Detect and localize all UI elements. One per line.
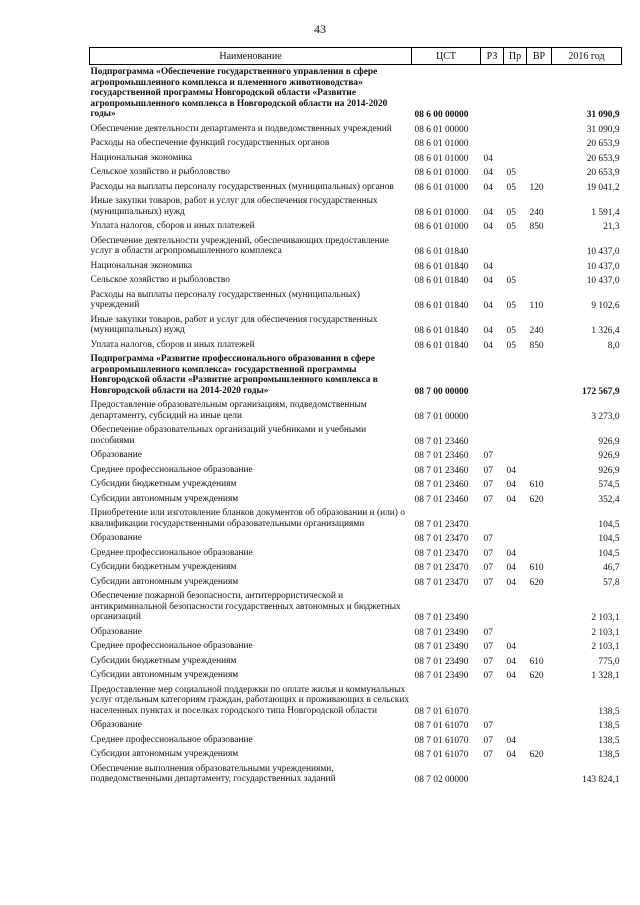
row-name: Субсидии автономным учреждениям bbox=[90, 749, 239, 759]
row-pr: 04 bbox=[506, 671, 516, 681]
row-rz: 07 bbox=[483, 534, 493, 544]
table-row bbox=[90, 492, 622, 507]
row-pr: 04 bbox=[506, 465, 516, 476]
row-name: Подпрограмма «Обеспечение государственного управления в сфере агропромышленного комплекса и племенного животноводства» государственной программы Новгородской области «Развитие агропромышленного комплекса в Новгородской области на 2014-2020 годы» bbox=[90, 67, 388, 119]
row-pr: 05 bbox=[506, 222, 516, 232]
row-vr: 240 bbox=[529, 207, 544, 218]
row-rz bbox=[481, 683, 504, 719]
row-cst: 08 7 01 23470 bbox=[414, 519, 469, 530]
row-pr bbox=[504, 423, 527, 448]
header-name: Наименование bbox=[90, 48, 412, 65]
row-vr bbox=[527, 639, 552, 654]
row-sum: 20 653,9 bbox=[586, 153, 620, 164]
row-sum: 21,3 bbox=[603, 222, 620, 232]
row-sum: 10 437,0 bbox=[586, 261, 620, 272]
row-pr: 04 bbox=[506, 656, 516, 667]
row-sum: 926,9 bbox=[598, 451, 620, 461]
table-row bbox=[90, 136, 622, 151]
row-pr: 04 bbox=[506, 494, 516, 505]
row-cst: 08 7 01 23470 bbox=[414, 534, 469, 544]
row-rz: 04 bbox=[483, 182, 493, 193]
row-sum: 19 041,2 bbox=[586, 182, 620, 193]
row-name: Обеспечение образовательных организаций учебниками и учебными пособиями bbox=[90, 425, 367, 446]
row-pr: 05 bbox=[506, 301, 516, 311]
row-pr bbox=[504, 259, 527, 274]
row-vr bbox=[527, 398, 552, 423]
row-vr bbox=[527, 762, 552, 787]
row-vr bbox=[527, 151, 552, 166]
table-row bbox=[90, 165, 622, 180]
row-cst: 08 6 01 01840 bbox=[414, 261, 469, 272]
row-rz bbox=[481, 122, 504, 137]
row-name: Расходы на обеспечение функций государственных органов bbox=[90, 138, 330, 148]
row-cst: 08 7 01 23490 bbox=[414, 627, 469, 638]
row-rz: 07 bbox=[483, 750, 493, 760]
table-row bbox=[90, 718, 622, 733]
table-row bbox=[90, 546, 622, 561]
row-rz: 07 bbox=[483, 671, 493, 681]
row-cst: 08 6 01 01840 bbox=[414, 340, 469, 351]
row-rz bbox=[481, 423, 504, 448]
row-rz: 07 bbox=[483, 494, 493, 505]
row-vr bbox=[527, 352, 552, 398]
row-name: Национальная экономика bbox=[90, 260, 193, 271]
row-vr bbox=[527, 136, 552, 151]
row-sum: 3 273,0 bbox=[591, 411, 620, 422]
row-sum: 926,9 bbox=[598, 465, 620, 476]
row-vr: 110 bbox=[529, 301, 544, 311]
row-vr bbox=[527, 463, 552, 478]
row-sum: 10 437,0 bbox=[586, 247, 620, 257]
row-name: Среднее профессиональное образование bbox=[90, 547, 253, 558]
row-rz: 07 bbox=[483, 480, 493, 490]
header-year: 2016 год bbox=[552, 48, 622, 65]
header-cst: ЦСТ bbox=[412, 48, 481, 65]
row-rz bbox=[481, 65, 504, 122]
table-row bbox=[90, 668, 622, 683]
row-pr bbox=[504, 234, 527, 259]
row-rz bbox=[481, 762, 504, 787]
row-vr: 850 bbox=[529, 340, 544, 351]
row-name: Субсидии бюджетным учреждениям bbox=[90, 479, 237, 489]
row-name: Субсидии бюджетным учреждениям bbox=[90, 562, 237, 572]
table-row bbox=[90, 122, 622, 137]
row-vr: 620 bbox=[529, 577, 544, 588]
row-cst: 08 7 01 23460 bbox=[414, 451, 469, 461]
row-cst: 08 7 01 61070 bbox=[414, 706, 469, 717]
row-cst: 08 7 02 00000 bbox=[414, 775, 469, 785]
row-name: Образование bbox=[90, 450, 142, 460]
row-sum: 31 090,9 bbox=[586, 110, 620, 120]
row-pr: 04 bbox=[506, 642, 516, 652]
row-cst: 08 7 00 00000 bbox=[414, 386, 469, 397]
row-name: Расходы на выплаты персоналу государственных (муниципальных) учреждений bbox=[90, 289, 360, 310]
row-vr bbox=[527, 448, 552, 463]
row-sum: 352,4 bbox=[598, 494, 620, 505]
row-pr: 04 bbox=[506, 735, 516, 746]
row-vr bbox=[527, 683, 552, 719]
row-cst: 08 7 01 23490 bbox=[414, 613, 469, 623]
row-rz bbox=[481, 136, 504, 151]
row-rz: 07 bbox=[483, 548, 493, 559]
table-row bbox=[90, 531, 622, 546]
row-name: Подпрограмма «Развитие профессионального образования в сфере агропромышленного комплекса» государственной программы Новгородской области «Развитие агропромышленного комплекса в Новгородской области на 2014-2020 годы» bbox=[90, 354, 378, 396]
row-rz: 07 bbox=[483, 642, 493, 652]
row-sum: 138,5 bbox=[598, 735, 620, 746]
table-row bbox=[90, 273, 622, 288]
row-rz: 07 bbox=[483, 577, 493, 588]
row-name: Обеспечение пожарной безопасности, антитеррористической и антикриминальной безопасности государственных автономных и бюджетных организаций bbox=[90, 591, 401, 622]
table-row bbox=[90, 560, 622, 575]
table-row bbox=[90, 398, 622, 423]
row-name: Субсидии автономным учреждениям bbox=[90, 670, 239, 680]
row-vr bbox=[527, 589, 552, 625]
row-rz bbox=[481, 398, 504, 423]
row-vr bbox=[527, 65, 552, 122]
row-name: Уплата налогов, сборов и иных платежей bbox=[90, 221, 255, 231]
row-vr bbox=[527, 546, 552, 561]
row-vr bbox=[527, 531, 552, 546]
row-vr bbox=[527, 259, 552, 274]
row-rz: 07 bbox=[483, 465, 493, 476]
row-name: Образование bbox=[90, 626, 142, 637]
table-row bbox=[90, 575, 622, 590]
row-sum: 574,5 bbox=[598, 480, 620, 490]
table-row bbox=[90, 463, 622, 478]
table-row bbox=[90, 259, 622, 274]
row-pr: 05 bbox=[506, 207, 516, 218]
row-vr: 620 bbox=[529, 494, 544, 505]
row-rz: 04 bbox=[483, 276, 493, 286]
row-rz: 04 bbox=[483, 153, 493, 164]
row-name: Сельское хозяйство и рыболовство bbox=[90, 275, 230, 285]
row-cst: 08 6 01 01000 bbox=[414, 222, 469, 232]
row-vr: 620 bbox=[529, 750, 544, 760]
row-rz: 07 bbox=[483, 451, 493, 461]
row-cst: 08 6 01 01840 bbox=[414, 247, 469, 257]
row-name: Образование bbox=[90, 533, 142, 543]
row-name: Расходы на выплаты персоналу государственных (муниципальных) органов bbox=[90, 181, 394, 192]
row-sum: 104,5 bbox=[598, 519, 620, 530]
row-cst: 08 6 01 00000 bbox=[414, 124, 469, 135]
row-vr bbox=[527, 122, 552, 137]
row-pr: 05 bbox=[506, 182, 516, 193]
row-name: Среднее профессиональное образование bbox=[90, 734, 253, 745]
table-row bbox=[90, 506, 622, 531]
row-sum: 1 326,4 bbox=[591, 326, 620, 336]
row-vr: 610 bbox=[529, 656, 544, 667]
row-sum: 104,5 bbox=[598, 534, 620, 544]
table-row bbox=[90, 180, 622, 195]
row-pr: 04 bbox=[506, 563, 516, 573]
table-body bbox=[90, 65, 622, 787]
row-rz: 07 bbox=[483, 563, 493, 573]
row-sum: 2 103,1 bbox=[591, 627, 620, 638]
row-vr: 610 bbox=[529, 563, 544, 573]
row-sum: 20 653,9 bbox=[586, 168, 620, 178]
row-rz bbox=[481, 352, 504, 398]
row-pr bbox=[504, 65, 527, 122]
row-cst: 08 7 01 23470 bbox=[414, 563, 469, 573]
row-sum: 138,5 bbox=[598, 721, 620, 731]
row-vr bbox=[527, 733, 552, 748]
row-cst: 08 7 01 61070 bbox=[414, 750, 469, 760]
row-vr bbox=[527, 506, 552, 531]
row-pr: 04 bbox=[506, 750, 516, 760]
row-cst: 08 6 01 01840 bbox=[414, 301, 469, 311]
row-name: Предоставление образовательным организациям, подведомственным департаменту, субсидий на иные цели bbox=[90, 400, 367, 421]
row-pr bbox=[504, 589, 527, 625]
row-cst: 08 7 01 61070 bbox=[414, 735, 469, 746]
row-cst: 08 6 00 00000 bbox=[414, 110, 469, 120]
row-pr bbox=[504, 762, 527, 787]
row-name: Субсидии автономным учреждениям bbox=[90, 576, 239, 587]
row-name: Среднее профессиональное образование bbox=[90, 641, 253, 651]
row-rz bbox=[481, 234, 504, 259]
table-row bbox=[90, 288, 622, 313]
row-sum: 143 824,1 bbox=[582, 775, 620, 785]
row-vr bbox=[527, 718, 552, 733]
row-sum: 9 102,6 bbox=[591, 301, 620, 311]
table-row bbox=[90, 762, 622, 787]
row-pr: 05 bbox=[506, 340, 516, 351]
row-vr: 120 bbox=[529, 182, 544, 193]
row-vr bbox=[527, 273, 552, 288]
table-row bbox=[90, 151, 622, 166]
row-sum: 31 090,9 bbox=[586, 124, 620, 135]
table-row bbox=[90, 313, 622, 338]
row-name: Образование bbox=[90, 720, 142, 730]
row-sum: 1 591,4 bbox=[591, 207, 620, 218]
subprogram-row bbox=[90, 352, 622, 398]
header-rz: РЗ bbox=[481, 48, 504, 65]
row-sum: 57,8 bbox=[603, 577, 620, 588]
row-cst: 08 7 01 61070 bbox=[414, 721, 469, 731]
row-cst: 08 7 01 23490 bbox=[414, 656, 469, 667]
table-row bbox=[90, 733, 622, 748]
row-sum: 138,5 bbox=[598, 706, 620, 717]
row-cst: 08 7 01 23460 bbox=[414, 436, 469, 447]
table-row bbox=[90, 423, 622, 448]
row-cst: 08 6 01 01000 bbox=[414, 168, 469, 178]
row-cst: 08 6 01 01000 bbox=[414, 139, 469, 149]
row-vr: 850 bbox=[529, 222, 544, 232]
row-rz bbox=[481, 506, 504, 531]
row-cst: 08 7 01 23470 bbox=[414, 548, 469, 559]
row-cst: 08 7 01 00000 bbox=[414, 411, 469, 422]
row-name: Приобретение или изготовление бланков документов об образовании и (или) о квалификации государственными образовательными организациями bbox=[90, 508, 405, 529]
row-vr: 240 bbox=[529, 326, 544, 336]
row-vr bbox=[527, 625, 552, 640]
row-vr bbox=[527, 234, 552, 259]
table-header bbox=[90, 48, 622, 65]
row-pr bbox=[504, 683, 527, 719]
table-row bbox=[90, 338, 622, 353]
row-rz: 07 bbox=[483, 627, 493, 638]
table-row bbox=[90, 654, 622, 669]
row-pr bbox=[504, 352, 527, 398]
row-pr: 05 bbox=[506, 276, 516, 286]
header-pr: Пр bbox=[504, 48, 527, 65]
row-name: Субсидии автономным учреждениям bbox=[90, 493, 239, 504]
row-sum: 46,7 bbox=[603, 563, 620, 573]
row-cst: 08 7 01 23460 bbox=[414, 465, 469, 476]
budget-table bbox=[89, 47, 622, 787]
row-vr bbox=[527, 165, 552, 180]
row-pr bbox=[504, 136, 527, 151]
row-cst: 08 7 01 23460 bbox=[414, 494, 469, 505]
row-vr: 620 bbox=[529, 671, 544, 681]
row-name: Обеспечение выполнения образовательными учреждениями, подведомственными департаменту, государственных заданий bbox=[90, 763, 336, 784]
row-name: Субсидии бюджетным учреждениям bbox=[90, 655, 237, 666]
page-number: 43 bbox=[314, 22, 326, 36]
row-pr bbox=[504, 506, 527, 531]
row-cst: 08 7 01 23460 bbox=[414, 480, 469, 490]
row-pr bbox=[504, 531, 527, 546]
row-sum: 138,5 bbox=[598, 750, 620, 760]
row-pr: 04 bbox=[506, 577, 516, 588]
table-row bbox=[90, 219, 622, 234]
header-vr: ВР bbox=[527, 48, 552, 65]
row-rz: 07 bbox=[483, 721, 493, 731]
row-sum: 926,9 bbox=[598, 436, 620, 447]
row-rz: 07 bbox=[483, 735, 493, 746]
row-cst: 08 6 01 01840 bbox=[414, 326, 469, 336]
row-cst: 08 6 01 01000 bbox=[414, 153, 469, 164]
row-name: Национальная экономика bbox=[90, 152, 193, 163]
row-rz bbox=[481, 589, 504, 625]
row-name: Сельское хозяйство и рыболовство bbox=[90, 167, 230, 177]
table-row bbox=[90, 639, 622, 654]
row-cst: 08 7 01 23490 bbox=[414, 671, 469, 681]
row-cst: 08 6 01 01000 bbox=[414, 207, 469, 218]
row-pr bbox=[504, 398, 527, 423]
row-pr bbox=[504, 122, 527, 137]
table-row bbox=[90, 625, 622, 640]
row-sum: 775,0 bbox=[598, 656, 620, 667]
row-sum: 104,5 bbox=[598, 548, 620, 559]
row-pr bbox=[504, 718, 527, 733]
row-cst: 08 6 01 01000 bbox=[414, 182, 469, 193]
row-vr bbox=[527, 423, 552, 448]
row-pr: 04 bbox=[506, 480, 516, 490]
row-rz: 04 bbox=[483, 340, 493, 351]
row-cst: 08 7 01 23490 bbox=[414, 642, 469, 652]
row-sum: 8,0 bbox=[607, 340, 620, 351]
row-sum: 2 103,1 bbox=[591, 613, 620, 623]
row-sum: 10 437,0 bbox=[586, 276, 620, 286]
row-pr: 05 bbox=[506, 326, 516, 336]
row-pr bbox=[504, 151, 527, 166]
table-row bbox=[90, 234, 622, 259]
row-rz: 07 bbox=[483, 656, 493, 667]
row-rz: 04 bbox=[483, 326, 493, 336]
row-name: Уплата налогов, сборов и иных платежей bbox=[90, 339, 255, 350]
row-sum: 2 103,1 bbox=[591, 642, 620, 652]
table-row bbox=[90, 589, 622, 625]
row-sum: 1 328,1 bbox=[591, 671, 620, 681]
row-rz: 04 bbox=[483, 261, 493, 272]
table-row bbox=[90, 477, 622, 492]
row-rz: 04 bbox=[483, 168, 493, 178]
row-pr: 04 bbox=[506, 548, 516, 559]
row-rz: 04 bbox=[483, 301, 493, 311]
row-vr: 610 bbox=[529, 480, 544, 490]
row-name: Обеспечение деятельности учреждений, обеспечивающих предоставление услуг в области агропромышленного комплекса bbox=[90, 235, 389, 256]
table-row bbox=[90, 747, 622, 762]
row-name: Предоставление мер социальной поддержки по оплате жилья и коммунальных услуг отдельным категориям граждан, работающих и проживающих в сельских населенных пунктах и поселках городского типа Новгородской области bbox=[90, 684, 410, 716]
row-pr: 05 bbox=[506, 168, 516, 178]
row-name: Иные закупки товаров, работ и услуг для обеспечения государственных (муниципальных) нужд bbox=[90, 314, 378, 335]
table-row bbox=[90, 683, 622, 719]
row-name: Обеспечение деятельности департамента и подведомственных учреждений bbox=[90, 123, 392, 134]
row-name: Иные закупки товаров, работ и услуг для обеспечения государственных (муниципальных) нужд bbox=[90, 196, 378, 217]
row-name: Среднее профессиональное образование bbox=[90, 464, 253, 475]
subprogram-row bbox=[90, 65, 622, 122]
row-sum: 20 653,9 bbox=[586, 139, 620, 149]
row-rz: 04 bbox=[483, 222, 493, 232]
row-cst: 08 6 01 01840 bbox=[414, 276, 469, 286]
table-row bbox=[90, 448, 622, 463]
row-pr bbox=[504, 625, 527, 640]
row-cst: 08 7 01 23470 bbox=[414, 577, 469, 588]
row-sum: 172 567,9 bbox=[582, 386, 620, 397]
row-pr bbox=[504, 448, 527, 463]
row-rz: 04 bbox=[483, 207, 493, 218]
table-row bbox=[90, 194, 622, 219]
